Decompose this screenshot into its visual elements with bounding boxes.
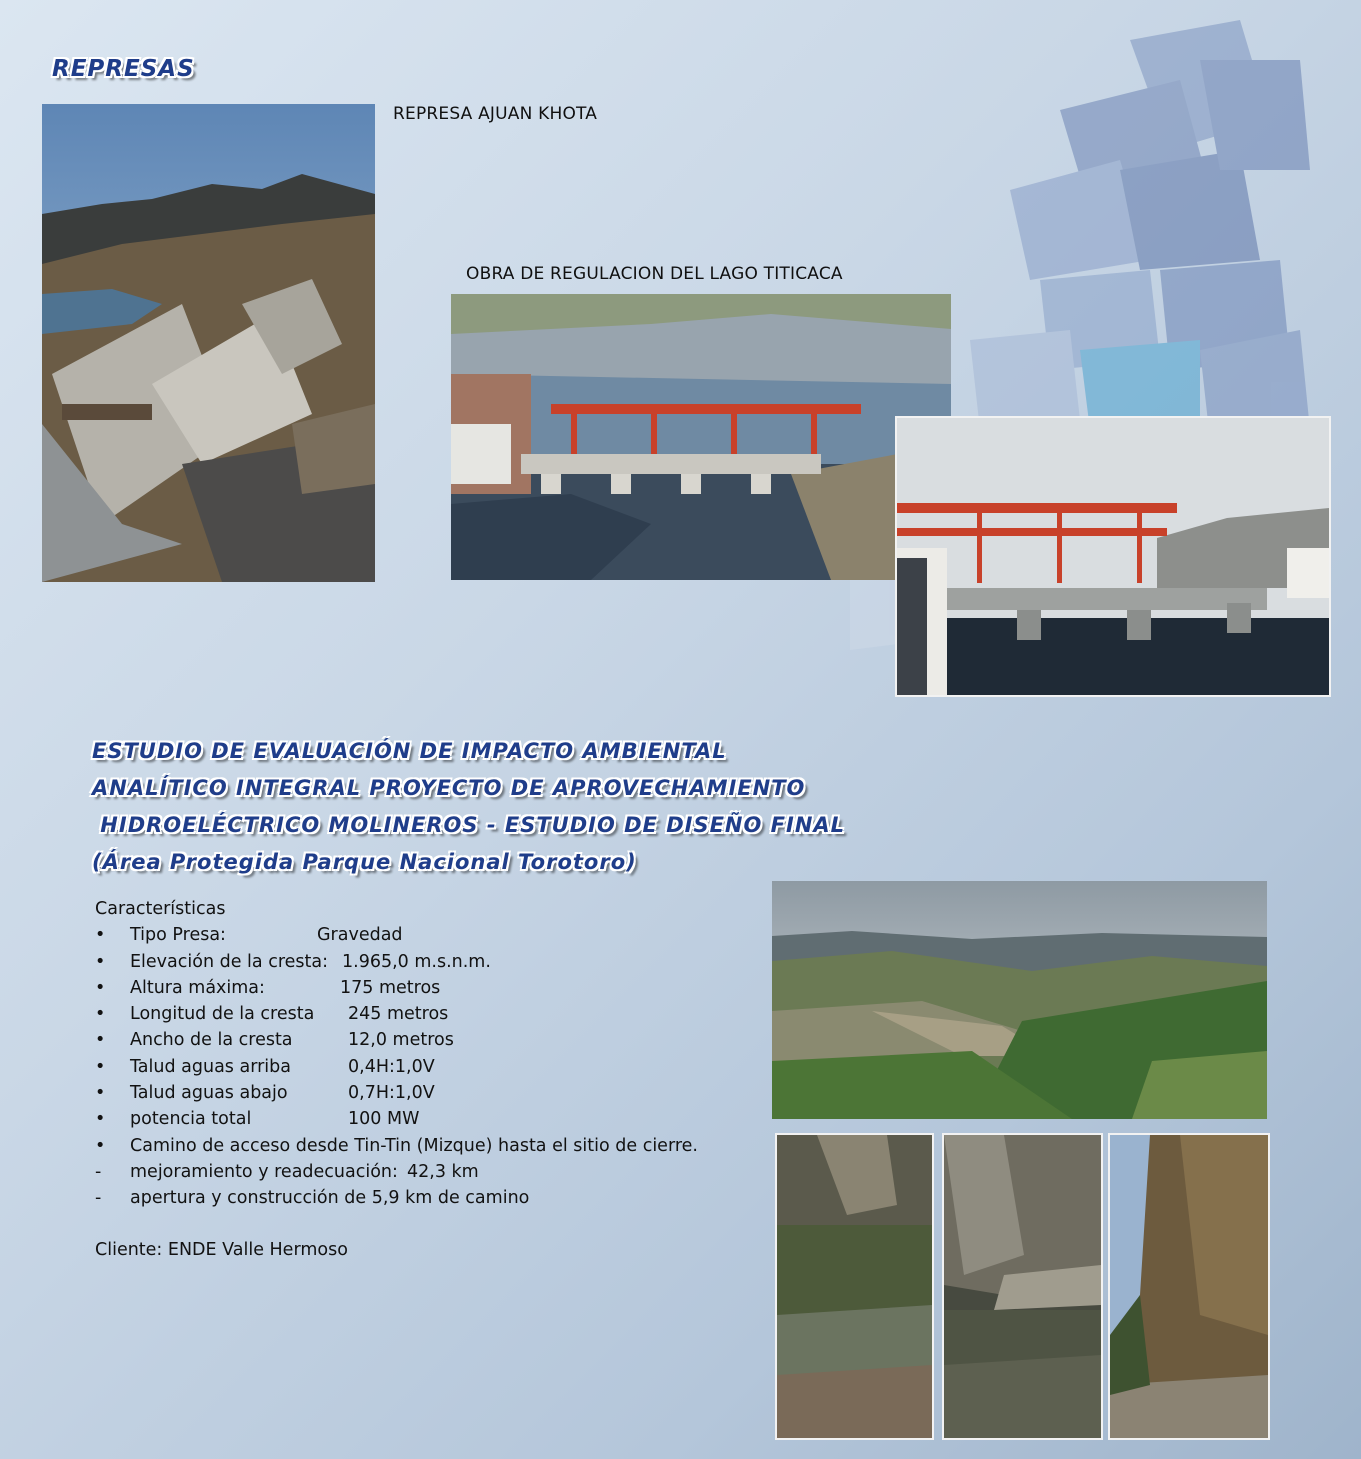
bullet: • bbox=[95, 1135, 106, 1156]
bullet: • bbox=[95, 1083, 106, 1104]
bullet: • bbox=[95, 1004, 106, 1025]
spec-label: apertura y construcción de 5,9 km de camino bbox=[130, 1188, 530, 1209]
spec-value: 1.965,0 m.s.n.m. bbox=[342, 951, 491, 972]
study-title-line: ESTUDIO DE EVALUACIÓN DE IMPACTO AMBIENTAL bbox=[92, 739, 727, 763]
spec-value: Gravedad bbox=[317, 925, 403, 946]
spec-item-ancho-cresta bbox=[95, 1027, 454, 1053]
photo-titicaca-regulation-1 bbox=[451, 294, 951, 580]
spec-item-camino-acceso bbox=[95, 1133, 698, 1159]
spec-label: mejoramiento y readecuación: bbox=[130, 1161, 398, 1182]
bullet: • bbox=[95, 977, 106, 998]
spec-item-tipo-presa bbox=[95, 922, 403, 948]
photo-canyon-river-2 bbox=[942, 1133, 1103, 1440]
study-title-line: (Área Protegida Parque Nacional Torotoro) bbox=[92, 850, 637, 874]
spec-value: 175 metros bbox=[340, 977, 441, 998]
red-bridge-structure bbox=[551, 404, 861, 414]
dash: - bbox=[95, 1188, 102, 1209]
bullet: • bbox=[95, 1109, 106, 1130]
specifications-list bbox=[95, 896, 698, 1212]
spec-value: 42,3 km bbox=[407, 1161, 479, 1182]
spec-item-altura-maxima bbox=[95, 975, 441, 1001]
spec-item-elevacion-cresta bbox=[95, 949, 491, 975]
photo-canyon-river-1 bbox=[775, 1133, 934, 1440]
bullet: • bbox=[95, 1056, 106, 1077]
specs-heading: Características bbox=[95, 899, 226, 919]
spec-label: Ancho de la cresta bbox=[130, 1030, 293, 1051]
spec-label: Longitud de la cresta bbox=[130, 1004, 315, 1025]
spec-item-talud-arriba bbox=[95, 1054, 435, 1080]
caption-represa-ajuan-khota: REPRESA AJUAN KHOTA bbox=[393, 104, 598, 124]
spec-item-apertura bbox=[95, 1185, 530, 1211]
section-title-represas: REPRESAS bbox=[52, 56, 195, 82]
photo-titicaca-regulation-2 bbox=[895, 416, 1331, 697]
dash: - bbox=[95, 1161, 102, 1182]
spec-label: Talud aguas abajo bbox=[130, 1083, 288, 1104]
spec-item-longitud-cresta bbox=[95, 1001, 449, 1027]
spec-item-talud-abajo bbox=[95, 1080, 435, 1106]
spec-value: 0,7H:1,0V bbox=[348, 1083, 435, 1104]
spec-label: Elevación de la cresta: bbox=[130, 951, 328, 972]
spec-label: potencia total bbox=[130, 1109, 252, 1130]
photo-canyon-wall bbox=[1108, 1133, 1270, 1440]
spec-label: Camino de acceso desde Tin-Tin (Mizque) hasta el sitio de cierre. bbox=[130, 1135, 698, 1156]
study-title bbox=[92, 733, 845, 881]
photo-ajuan-khota-dam bbox=[42, 104, 375, 582]
study-title-line: HIDROELÉCTRICO MOLINEROS - ESTUDIO DE DISEÑO FINAL bbox=[92, 813, 846, 837]
bullet: • bbox=[95, 951, 106, 972]
spec-item-potencia-total bbox=[95, 1106, 420, 1132]
client-line: Cliente: ENDE Valle Hermoso bbox=[95, 1240, 348, 1260]
spec-item-mejoramiento bbox=[95, 1159, 479, 1185]
bullet: • bbox=[95, 925, 106, 946]
study-title-line: ANALÍTICO INTEGRAL PROYECTO DE APROVECHAMIENTO bbox=[92, 776, 806, 800]
spec-label: Altura máxima: bbox=[130, 977, 265, 998]
photo-molineros-valley bbox=[772, 881, 1267, 1119]
spec-value: 245 metros bbox=[348, 1004, 449, 1025]
spec-label: Tipo Presa: bbox=[130, 925, 226, 946]
spec-value: 12,0 metros bbox=[348, 1030, 454, 1051]
spec-value: 100 MW bbox=[348, 1109, 420, 1130]
caption-obra-regulacion-titicaca: OBRA DE REGULACION DEL LAGO TITICACA bbox=[466, 264, 843, 284]
spec-value: 0,4H:1,0V bbox=[348, 1056, 435, 1077]
spec-label: Talud aguas arriba bbox=[130, 1056, 291, 1077]
bullet: • bbox=[95, 1030, 106, 1051]
